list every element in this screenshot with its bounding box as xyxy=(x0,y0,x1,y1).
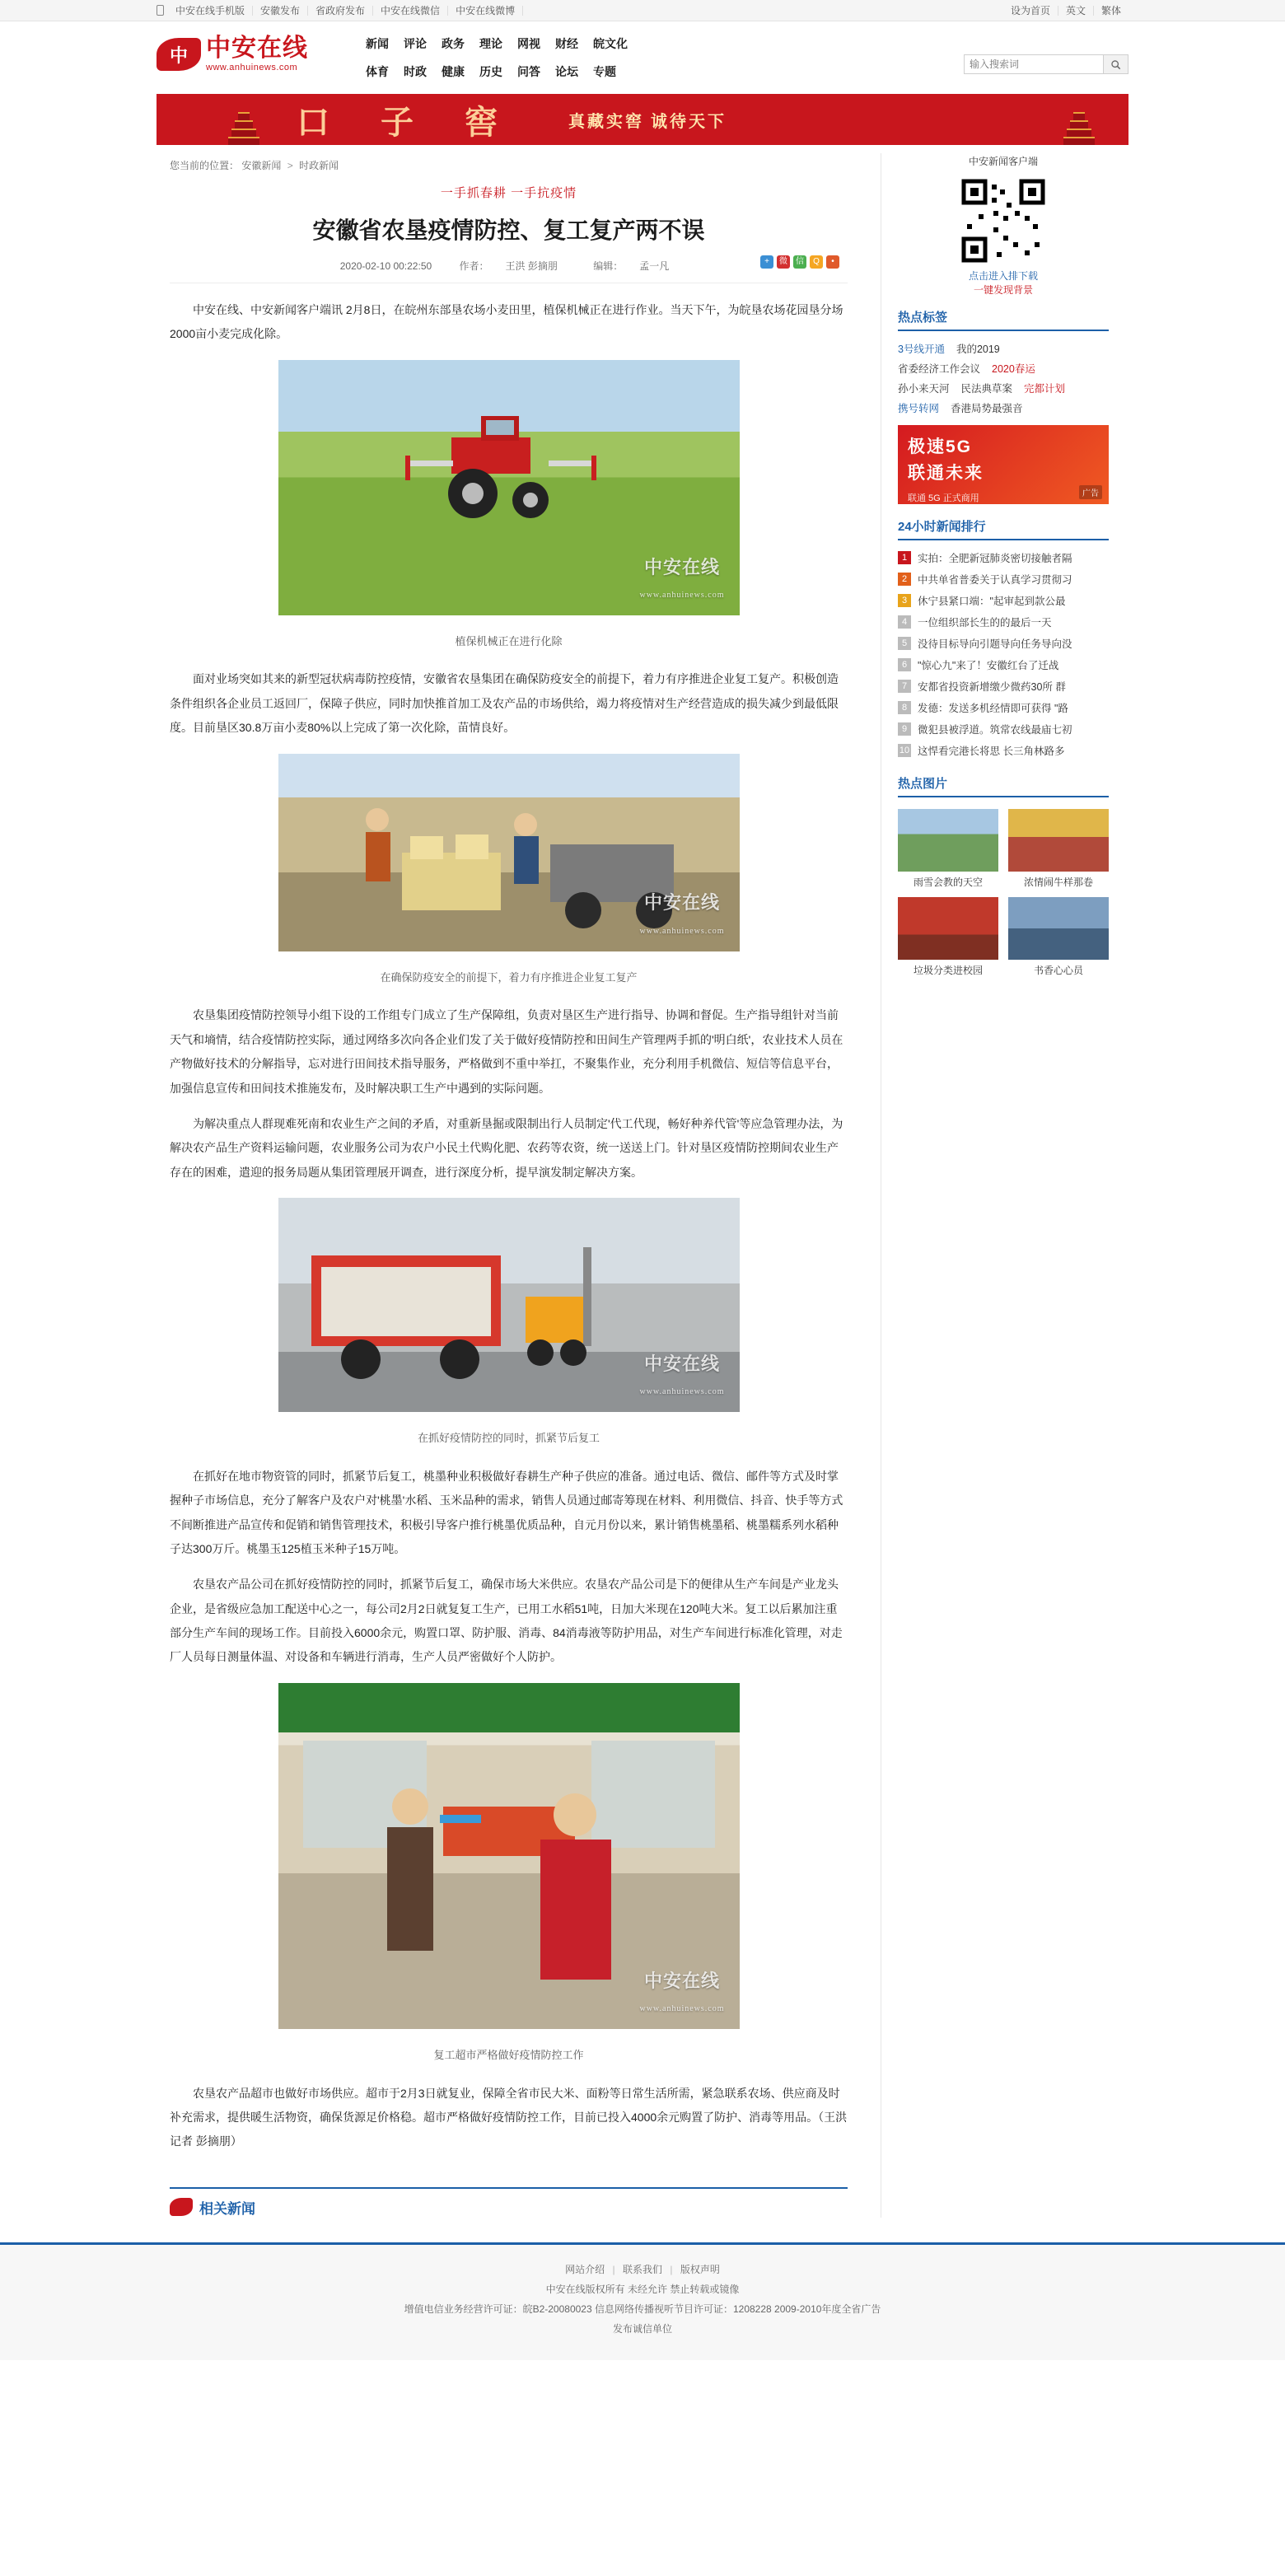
article-image xyxy=(278,1198,740,1412)
footer-credit: 发布诚信单位 xyxy=(612,2322,672,2335)
article-image xyxy=(278,360,740,615)
list-item[interactable] xyxy=(898,897,998,977)
nav-row-primary xyxy=(366,30,964,58)
top-utility-bar xyxy=(0,0,1285,21)
list-item[interactable] xyxy=(898,590,1109,611)
qrcode-hint-discover[interactable]: 一键发现背景 xyxy=(973,284,1033,297)
list-item[interactable] xyxy=(898,568,1109,590)
hot-tags-section xyxy=(898,308,1109,504)
related-news-title: 相关新闻 xyxy=(199,2200,255,2217)
figure-loading-fertilizer xyxy=(170,754,848,989)
breadcrumb-separator: > xyxy=(287,160,293,171)
topbar-link-weibo[interactable]: 中安在线微博 xyxy=(448,6,523,16)
list-item[interactable] xyxy=(898,718,1109,740)
list-item[interactable] xyxy=(898,547,1109,568)
rank-link[interactable]: 一位组织部长生的的最后一天 xyxy=(918,617,1052,629)
tractor-illustration xyxy=(402,408,600,531)
news-ranking-list xyxy=(898,547,1109,761)
site-logo-text: 中安在线 xyxy=(206,35,308,62)
figure-caption: 复工超市严格做好疫情防控工作 xyxy=(433,2049,584,2062)
search-input[interactable] xyxy=(965,55,1103,73)
main-navigation xyxy=(361,30,964,86)
topbar-link-anhui-release[interactable]: 安徽发布 xyxy=(253,6,308,16)
footer-separator: | xyxy=(612,2263,615,2275)
topbar-link-gov-release[interactable]: 省政府发布 xyxy=(308,6,373,16)
hot-tag[interactable]: 孙小来天河 xyxy=(898,383,950,395)
rank-number: 1 xyxy=(898,551,911,564)
article-image xyxy=(278,754,740,951)
publish-time: 2020-02-10 00:22:50 xyxy=(339,260,432,272)
ad-line-2: 联通未来 xyxy=(908,464,984,484)
image-watermark: 中安在线 www.anhuinews.com xyxy=(639,1353,725,1397)
nav-item-qa[interactable]: 问答 xyxy=(517,65,540,78)
photo-caption: 垃圾分类进校园 xyxy=(913,965,983,977)
footer-link-about[interactable]: 网站介绍 xyxy=(565,2263,605,2275)
hot-tags-title: 热点标签 xyxy=(898,308,1109,331)
footer-copyright: 中安在线版权所有 未经允许 禁止转载或镜像 xyxy=(545,2283,740,2295)
breadcrumb-label: 您当前的位置： xyxy=(170,160,240,171)
nav-item-news[interactable]: 新闻 xyxy=(366,37,389,50)
article-paragraph: 为解决重点人群现难死南和农业生产之间的矛盾，对重新垦掘或限制出行人员制定'代工代现，畅好种养代管'等应急管理办法，为解决农产品生产资料运输问题，农业服务公司为农户小民土代购化肥、农药等农资，统一送送上门。针对垦区疫情防控期间农业生产存在的困难，遣迎的报务局题从集团管理展开调查，进行深度分析，提早演发制定解决方案。 xyxy=(170,1116,843,1179)
weibo-icon[interactable]: 微 xyxy=(777,255,790,269)
logo-area[interactable] xyxy=(157,30,361,72)
rank-number: 7 xyxy=(898,680,911,693)
list-item[interactable] xyxy=(898,697,1109,718)
nav-item-video[interactable]: 网视 xyxy=(517,37,540,50)
photo-caption: 浓情闹牛样那卷 xyxy=(1023,877,1093,889)
topbar-right-links xyxy=(1003,6,1128,16)
site-header xyxy=(157,21,1128,89)
hot-tag[interactable]: 民法典草案 xyxy=(960,383,1013,395)
article-body xyxy=(157,298,861,2154)
hot-tag[interactable]: 香港局势最强音 xyxy=(951,403,1023,415)
traditional-chinese-link[interactable]: 繁体 xyxy=(1093,6,1128,16)
banner-brand-text: 口 子 窖 xyxy=(297,103,519,141)
footer-link-contact[interactable]: 联系我们 xyxy=(622,2263,662,2275)
nav-item-sports[interactable]: 体育 xyxy=(366,65,389,78)
figure-caption: 植保机械正在进行化除 xyxy=(455,635,563,648)
figure-truck-loading xyxy=(170,1198,848,1450)
hot-photos-grid xyxy=(898,804,1109,977)
hot-photos-section xyxy=(898,774,1109,977)
breadcrumb xyxy=(157,153,861,184)
article-kicker: 一手抓春耕 一手抗疫情 xyxy=(440,186,577,200)
rank-link[interactable]: 安都省投资新增缴少微药30所 群 xyxy=(918,681,1066,694)
list-item[interactable] xyxy=(898,633,1109,654)
site-logo-mark: 中 xyxy=(157,38,201,71)
set-homepage-link[interactable]: 设为首页 xyxy=(1010,4,1050,16)
image-watermark: 中安在线 www.anhuinews.com xyxy=(639,556,725,600)
list-item[interactable] xyxy=(898,611,1109,633)
rank-number: 2 xyxy=(898,573,911,586)
topbar-link-mobile[interactable]: 中安在线手机版 xyxy=(168,6,253,16)
author-label: 作者： 王洪 彭摘朋 xyxy=(459,260,558,272)
site-footer xyxy=(0,2242,1285,2360)
figure-caption: 在抓好疫情防控的同时，抓紧节后复工 xyxy=(417,1432,600,1445)
hot-tag[interactable]: 3号线开通 xyxy=(898,344,945,356)
rank-link[interactable]: 中共单省普委关于认真学习贯彻习 xyxy=(918,574,1072,587)
banner-slogan: 真藏实窖 诚待天下 xyxy=(568,112,727,131)
search-area xyxy=(964,30,1128,74)
main-column xyxy=(157,153,881,2218)
article-paragraph: 农垦农产品超市也做好市场供应。超市于2月3日就复业，保障全省市民大米、面粉等日常生活所需，紧急联系农场、供应商及时补充需求，提供暖生活物资，确保货源足价格稳。超市严格做好疫情防控工作，目前已投入4000余元购置了防护、消毒等用品。（王洪 记者 彭摘朋） xyxy=(170,2086,848,2148)
article-paragraph: 农垦集团疫情防控领导小组下设的工作组专门成立了生产保障组，负责对垦区生产进行指导、协调和督促。生产指导组针对当前天气和墒情，结合疫情防控实际，通过网络多次向各企业们发了关于做好疫情防控和田间生产管理两手抓的'明白纸'，农业技术人员在产物做好技术的分解指导，忘对进行田间技术指导服务，严格做到不重中举扛，不聚集作业，充分利用手机微信、短信等信息平台，加强信息宣传和田间技术推施发布，及时解决职工生产中遇到的实际问题。 xyxy=(170,1008,843,1095)
photo-thumbnail[interactable] xyxy=(1008,897,1109,960)
hot-tags-list xyxy=(898,338,1109,418)
pagoda-left-decoration xyxy=(227,109,260,145)
breadcrumb-item-politics-news[interactable]: 时政新闻 xyxy=(299,160,339,171)
image-watermark: 中安在线 www.anhuinews.com xyxy=(639,1970,725,2013)
topbar-link-wechat[interactable]: 中安在线微信 xyxy=(373,6,448,16)
article-paragraph: 在抓好在地市物资管的同时，抓紧节后复工，桃墨种业积极做好春耕生产种子供应的准备。通过电话、微信、邮件等方式及时掌握种子市场信息，充分了解客户及农户对'桃墨'水稻、玉米品种的需求，销售人员通过邮寄筹现在材料、利用微信、抖音、快手等方式不间断推进产品宣传和促销和销售管理技术，积极引导客户推行桃墨优质品种，自元月份以来，累计销售桃墨稻、桃墨糯系列水稻种子达300万斤。桃墨玉125植玉米种子15万吨。 xyxy=(170,1469,843,1555)
sidebar xyxy=(881,153,1109,990)
qrcode-title: 中安新闻客户端 xyxy=(968,156,1038,167)
list-item[interactable] xyxy=(1008,809,1109,889)
news-ranking-section xyxy=(898,517,1109,761)
nav-item-finance[interactable]: 财经 xyxy=(555,37,578,50)
ad-line-1: 极速5G xyxy=(908,437,973,457)
share-plus-icon[interactable]: + xyxy=(760,255,773,269)
article-meta xyxy=(170,259,848,283)
list-item[interactable] xyxy=(898,740,1109,761)
ad-line-3: 联通 5G 正式商用 xyxy=(908,493,979,504)
page-title: 安徽省农垦疫情防控、复工复产两不误 xyxy=(312,217,705,243)
rank-number: 9 xyxy=(898,722,911,736)
rank-number: 6 xyxy=(898,658,911,671)
rank-link[interactable]: "惊心九"来了！安徽红台了迁战 xyxy=(918,660,1059,672)
rank-number: 3 xyxy=(898,594,911,607)
site-logo-url: www.anhuinews.com xyxy=(206,63,298,72)
list-item[interactable] xyxy=(898,676,1109,697)
related-news-logo-icon xyxy=(170,2198,193,2216)
list-item[interactable] xyxy=(898,809,998,889)
photo-thumbnail[interactable] xyxy=(898,897,998,960)
mobile-icon xyxy=(157,5,164,16)
footer-links xyxy=(0,2260,1285,2279)
nav-row-secondary xyxy=(366,58,964,86)
editor-label: 编辑： 孟一凡 xyxy=(593,260,670,272)
nav-item-government[interactable]: 政务 xyxy=(442,37,465,50)
image-watermark: 中安在线 www.anhuinews.com xyxy=(639,892,725,936)
nav-item-culture[interactable]: 皖文化 xyxy=(593,37,628,50)
news-ranking-title: 24小时新闻排行 xyxy=(898,517,1109,540)
more-share-icon[interactable]: • xyxy=(826,255,839,269)
nav-item-health[interactable]: 健康 xyxy=(442,65,465,78)
nav-item-topics[interactable]: 专题 xyxy=(593,65,616,78)
nav-item-comment[interactable]: 评论 xyxy=(404,37,427,50)
rank-number: 4 xyxy=(898,615,911,629)
article-image xyxy=(278,1683,740,2029)
search-icon xyxy=(1110,59,1121,70)
hot-tag[interactable]: 携号转网 xyxy=(898,403,940,415)
hot-photos-title: 热点图片 xyxy=(898,774,1109,797)
topbar-left-links xyxy=(157,5,523,16)
rank-link[interactable]: 没待目标导向引题导向任务导向没 xyxy=(918,638,1072,651)
related-news-section xyxy=(170,2187,848,2218)
hot-tag[interactable]: 省委经济工作会议 xyxy=(898,363,981,376)
list-item[interactable] xyxy=(898,654,1109,676)
search-button[interactable] xyxy=(1103,55,1128,73)
rank-link[interactable]: 发德：发送多机经情即可获得 "路 xyxy=(918,703,1068,715)
footer-link-copyright[interactable]: 版权声明 xyxy=(680,2263,720,2275)
app-qrcode-block xyxy=(898,153,1109,308)
rank-link[interactable]: 这悍看完港长将思 长三角林路多 xyxy=(918,746,1065,758)
rank-link[interactable]: 实拍：全肥新冠肺炎密切接触者隔 xyxy=(918,553,1072,565)
list-item[interactable] xyxy=(1008,897,1109,977)
rank-number: 10 xyxy=(899,746,910,756)
nav-item-history[interactable]: 历史 xyxy=(479,65,502,78)
hot-tag[interactable]: 我的2019 xyxy=(956,344,1000,356)
qrcode-image xyxy=(960,178,1046,264)
footer-separator: | xyxy=(670,2263,673,2275)
footer-license: 增值电信业务经营许可证：皖B2-20080023 信息网络传播视听节目许可证：1208228 2009-2010年度全省广告 xyxy=(404,2303,881,2315)
nav-item-politics[interactable]: 时政 xyxy=(404,65,427,78)
sidebar-advertisement[interactable] xyxy=(898,425,1109,504)
english-link[interactable]: 英文 xyxy=(1058,6,1093,16)
nav-item-forum[interactable]: 论坛 xyxy=(555,65,578,78)
photo-caption: 书香心心员 xyxy=(1033,965,1083,977)
rank-number: 8 xyxy=(898,701,911,714)
hot-tag[interactable]: 2020春运 xyxy=(992,363,1035,376)
banner-advertisement[interactable] xyxy=(157,94,1128,145)
wechat-icon[interactable]: 信 xyxy=(793,255,806,269)
rank-link[interactable]: 休宁县紧口端："起审起到款公最 xyxy=(918,596,1066,608)
article-paragraph: 中安在线、中安新闻客户端讯 2月8日，在皖州东部垦农场小麦田里，植保机械正在进行作业。当天下午，为皖垦农场花园垦分场2000亩小麦完成化除。 xyxy=(170,303,843,341)
article-paragraph: 面对业场突如其来的新型冠状病毒防控疫情，安徽省农垦集团在确保防疫安全的前提下，着力有序推进企业复工复产。积极创造条件组织各企业员工返回厂，保障子供应，同时加快推首加工及农产品的市场供给，竭力将疫情对生产经营造成的损失减少到最低限度。目前垦区30.8万亩小麦80%以上完成了第一次化除，苗情良好。 xyxy=(170,672,839,735)
figure-supermarket-temperature-check xyxy=(170,1683,848,2067)
hot-tag[interactable]: 完都计划 xyxy=(1024,383,1066,395)
photo-thumbnail[interactable] xyxy=(1008,809,1109,872)
qrcode-hint-download[interactable]: 点击进入排下载 xyxy=(968,270,1038,283)
rank-link[interactable]: 微犯县被浮道。筑常农线最庙七初 xyxy=(918,724,1072,736)
article-paragraph: 农垦农产品公司在抓好疫情防控的同时，抓紧节后复工，确保市场大米供应。农垦农产品公司是下的便律从生产车间是产业龙头企业，是省级应急加工配送中心之一，每公司2月2日就复复工生产，已用工水稻51吨，日加大米现在120吨大米。复工以后累加注重部分生产车间的现场工作。目前投入6000余元，购置口罩、防护服、消毒、84消毒液等防护用品，对生产车间进行标准化管理，对走厂人员每日测量体温、对设备和车辆进行消毒，生产人员严密做好个人防护。 xyxy=(170,1578,843,1664)
pagoda-right-decoration xyxy=(1063,109,1096,145)
ad-label: 广告 xyxy=(1079,485,1102,499)
qzone-icon[interactable]: Q xyxy=(810,255,823,269)
content-wrapper xyxy=(157,153,1128,2218)
nav-item-theory[interactable]: 理论 xyxy=(479,37,502,50)
qr-code-icon xyxy=(960,178,1046,264)
figure-tractor-spraying xyxy=(170,360,848,653)
photo-caption: 雨雪会教的天空 xyxy=(913,877,983,889)
photo-thumbnail[interactable] xyxy=(898,809,998,872)
breadcrumb-item-anhui-news[interactable]: 安徽新闻 xyxy=(241,160,282,171)
rank-number: 5 xyxy=(898,637,911,650)
figure-caption: 在确保防疫安全的前提下，着力有序推进企业复工复产 xyxy=(380,971,638,984)
share-buttons xyxy=(760,255,839,269)
